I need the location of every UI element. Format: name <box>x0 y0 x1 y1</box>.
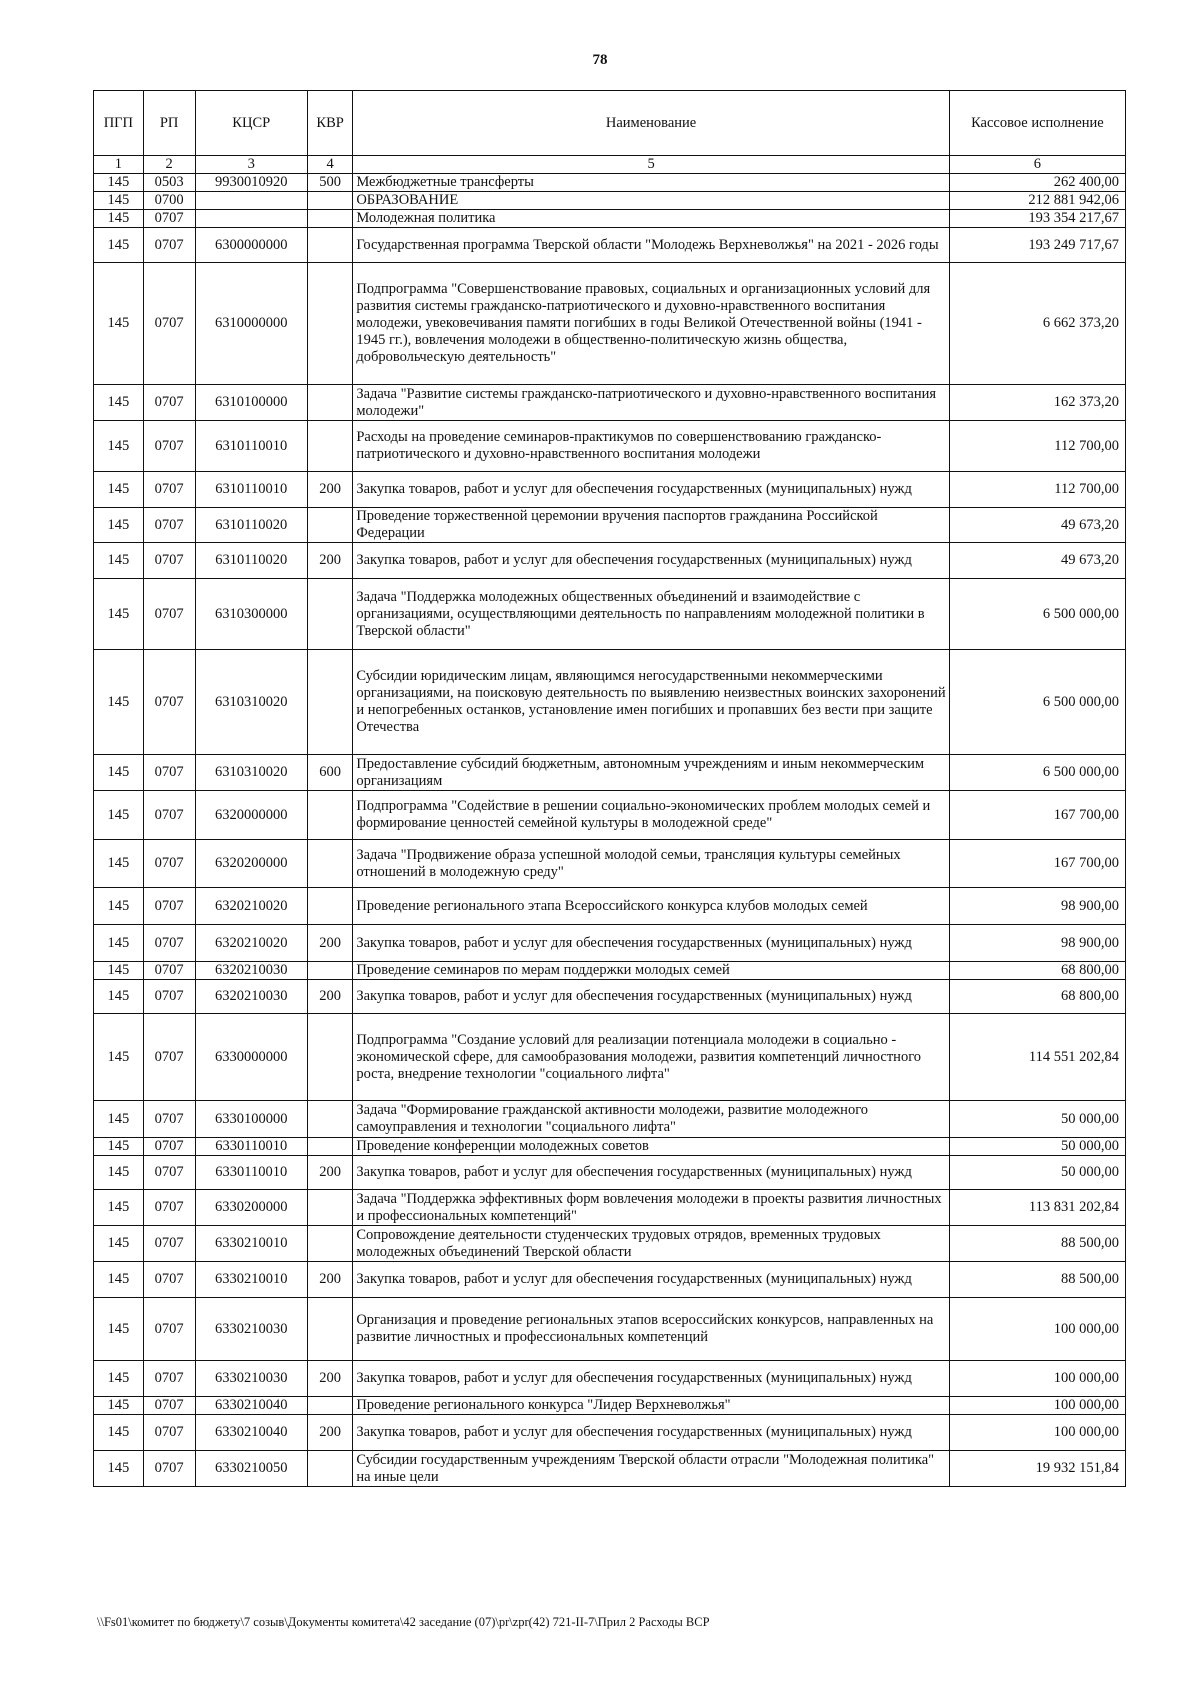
cell-kcsr: 6320000000 <box>195 791 307 840</box>
cell-amount: 112 700,00 <box>949 421 1125 472</box>
cell-amount: 6 500 000,00 <box>949 755 1125 791</box>
cell-kvr <box>307 650 352 755</box>
table-row <box>94 192 1126 210</box>
cell-gp: 145 <box>94 1190 144 1226</box>
cell-gp: 145 <box>94 1298 144 1361</box>
cell-gp: 145 <box>94 1262 144 1298</box>
table-row <box>94 925 1126 962</box>
column-number: 4 <box>307 156 352 174</box>
table-row <box>94 385 1126 421</box>
column-number: 3 <box>195 156 307 174</box>
header-gp: ПГП <box>94 91 144 156</box>
cell-amount: 50 000,00 <box>949 1101 1125 1138</box>
cell-name: Закупка товаров, работ и услуг для обеспечения государственных (муниципальных) нужд <box>353 1361 950 1397</box>
cell-rp: 0707 <box>143 1397 195 1415</box>
cell-kvr <box>307 962 352 980</box>
header-name: Наименование <box>353 91 950 156</box>
cell-rp: 0707 <box>143 925 195 962</box>
table-row <box>94 755 1126 791</box>
cell-amount: 262 400,00 <box>949 174 1125 192</box>
table-row <box>94 840 1126 888</box>
cell-gp: 145 <box>94 1415 144 1451</box>
cell-name: Задача "Поддержка эффективных форм вовлечения молодежи в проекты развития личностных и профессиональных компетенций" <box>353 1190 950 1226</box>
header-rp: РП <box>143 91 195 156</box>
cell-rp: 0707 <box>143 1415 195 1451</box>
cell-name: Субсидии государственным учреждениям Тверской области отрасли "Молодежная политика" на иные цели <box>353 1451 950 1487</box>
cell-name: Задача "Формирование гражданской активности молодежи, развитие молодежного самоуправления и технологии "социального лифта" <box>353 1101 950 1138</box>
cell-rp: 0707 <box>143 1361 195 1397</box>
cell-amount: 19 932 151,84 <box>949 1451 1125 1487</box>
cell-rp: 0700 <box>143 192 195 210</box>
cell-kvr <box>307 1298 352 1361</box>
cell-kcsr: 6310110010 <box>195 472 307 508</box>
cell-kcsr: 6330210050 <box>195 1451 307 1487</box>
cell-rp: 0707 <box>143 472 195 508</box>
cell-gp: 145 <box>94 1397 144 1415</box>
cell-amount: 6 500 000,00 <box>949 579 1125 650</box>
cell-amount: 88 500,00 <box>949 1262 1125 1298</box>
table-row <box>94 472 1126 508</box>
cell-name: Проведение семинаров по мерам поддержки молодых семей <box>353 962 950 980</box>
cell-amount: 167 700,00 <box>949 791 1125 840</box>
table-row <box>94 1397 1126 1415</box>
cell-rp: 0707 <box>143 980 195 1014</box>
cell-rp: 0707 <box>143 962 195 980</box>
cell-amount: 162 373,20 <box>949 385 1125 421</box>
cell-kvr <box>307 1014 352 1101</box>
cell-name: Закупка товаров, работ и услуг для обеспечения государственных (муниципальных) нужд <box>353 1415 950 1451</box>
cell-amount: 6 500 000,00 <box>949 650 1125 755</box>
cell-kvr <box>307 1226 352 1262</box>
column-number: 5 <box>353 156 950 174</box>
budget-table <box>93 90 1126 1487</box>
cell-rp: 0707 <box>143 755 195 791</box>
cell-kcsr: 6320210030 <box>195 962 307 980</box>
cell-rp: 0707 <box>143 791 195 840</box>
cell-amount: 112 700,00 <box>949 472 1125 508</box>
cell-gp: 145 <box>94 385 144 421</box>
cell-gp: 145 <box>94 980 144 1014</box>
cell-kvr: 200 <box>307 1262 352 1298</box>
table-row <box>94 421 1126 472</box>
cell-kvr <box>307 791 352 840</box>
cell-name: Сопровождение деятельности студенческих трудовых отрядов, временных трудовых молодежных объединений Тверской области <box>353 1226 950 1262</box>
cell-name: Закупка товаров, работ и услуг для обеспечения государственных (муниципальных) нужд <box>353 472 950 508</box>
cell-kvr <box>307 263 352 385</box>
cell-amount: 68 800,00 <box>949 962 1125 980</box>
cell-kcsr: 6310110020 <box>195 508 307 543</box>
page-number: 78 <box>592 52 608 68</box>
cell-kvr: 200 <box>307 925 352 962</box>
table-body <box>94 174 1126 1487</box>
table-row <box>94 1156 1126 1190</box>
cell-amount: 212 881 942,06 <box>949 192 1125 210</box>
cell-gp: 145 <box>94 421 144 472</box>
cell-kvr <box>307 1101 352 1138</box>
header-kcsr: КЦСР <box>195 91 307 156</box>
column-number: 6 <box>949 156 1125 174</box>
cell-kcsr: 6330210040 <box>195 1397 307 1415</box>
cell-kvr <box>307 840 352 888</box>
table-row <box>94 1014 1126 1101</box>
cell-amount: 50 000,00 <box>949 1138 1125 1156</box>
table-row <box>94 1190 1126 1226</box>
cell-name: Расходы на проведение семинаров-практикумов по совершенствованию гражданско-патриотического и духовно-нравственного воспитания молодежи <box>353 421 950 472</box>
cell-kcsr: 6320200000 <box>195 840 307 888</box>
cell-kcsr: 6320210020 <box>195 925 307 962</box>
cell-kcsr: 6330210030 <box>195 1361 307 1397</box>
cell-kvr: 200 <box>307 1361 352 1397</box>
cell-kcsr: 6310310020 <box>195 650 307 755</box>
cell-name: Государственная программа Тверской области "Молодежь Верхневолжья" на 2021 - 2026 годы <box>353 228 950 263</box>
table-row <box>94 1451 1126 1487</box>
cell-kvr <box>307 1451 352 1487</box>
cell-rp: 0707 <box>143 210 195 228</box>
cell-gp: 145 <box>94 1014 144 1101</box>
cell-amount: 50 000,00 <box>949 1156 1125 1190</box>
table-row <box>94 980 1126 1014</box>
cell-amount: 88 500,00 <box>949 1226 1125 1262</box>
cell-gp: 145 <box>94 962 144 980</box>
cell-name: Закупка товаров, работ и услуг для обеспечения государственных (муниципальных) нужд <box>353 1262 950 1298</box>
cell-kvr: 200 <box>307 1415 352 1451</box>
cell-kcsr <box>195 192 307 210</box>
cell-gp: 145 <box>94 579 144 650</box>
cell-rp: 0707 <box>143 579 195 650</box>
cell-rp: 0707 <box>143 385 195 421</box>
cell-kcsr: 6320210030 <box>195 980 307 1014</box>
cell-kcsr: 6330110010 <box>195 1156 307 1190</box>
cell-amount: 49 673,20 <box>949 543 1125 579</box>
cell-kvr <box>307 508 352 543</box>
table-row <box>94 650 1126 755</box>
cell-kvr <box>307 1138 352 1156</box>
cell-kcsr: 6300000000 <box>195 228 307 263</box>
cell-rp: 0707 <box>143 421 195 472</box>
cell-gp: 145 <box>94 263 144 385</box>
cell-kvr: 200 <box>307 472 352 508</box>
cell-name: Подпрограмма "Совершенствование правовых, социальных и организационных условий для развития системы гражданско-патриотического и духовно-нравственного воспитания молодежи, увековечивания памяти погибших в годы Великой Отечественной войны (1941 - 1945 гг.), вовлечения молодежи в общественно-политическую жизнь общества, добровольческую деятельность" <box>353 263 950 385</box>
cell-name: Подпрограмма "Содействие в решении социально-экономических проблем молодых семей и формирование ценностей семейной культуры в молодежной среде" <box>353 791 950 840</box>
cell-rp: 0707 <box>143 1298 195 1361</box>
table-row <box>94 508 1126 543</box>
cell-rp: 0707 <box>143 1156 195 1190</box>
cell-amount: 193 249 717,67 <box>949 228 1125 263</box>
cell-gp: 145 <box>94 755 144 791</box>
cell-kcsr: 6320210020 <box>195 888 307 925</box>
cell-gp: 145 <box>94 888 144 925</box>
cell-kcsr: 6330200000 <box>195 1190 307 1226</box>
column-number: 2 <box>143 156 195 174</box>
cell-name: ОБРАЗОВАНИЕ <box>353 192 950 210</box>
cell-amount: 113 831 202,84 <box>949 1190 1125 1226</box>
cell-kvr <box>307 888 352 925</box>
header-kvr: КВР <box>307 91 352 156</box>
cell-rp: 0707 <box>143 1014 195 1101</box>
cell-rp: 0707 <box>143 1101 195 1138</box>
cell-amount: 114 551 202,84 <box>949 1014 1125 1101</box>
cell-kvr: 200 <box>307 1156 352 1190</box>
cell-gp: 145 <box>94 791 144 840</box>
cell-kcsr: 6330000000 <box>195 1014 307 1101</box>
table-row <box>94 174 1126 192</box>
table-row <box>94 1138 1126 1156</box>
cell-kvr <box>307 228 352 263</box>
cell-kvr: 600 <box>307 755 352 791</box>
cell-amount: 98 900,00 <box>949 888 1125 925</box>
cell-name: Молодежная политика <box>353 210 950 228</box>
table-row <box>94 1361 1126 1397</box>
cell-kcsr: 6310000000 <box>195 263 307 385</box>
cell-kcsr: 6310110010 <box>195 421 307 472</box>
cell-kcsr: 6330210010 <box>195 1226 307 1262</box>
column-number: 1 <box>94 156 144 174</box>
cell-kvr: 500 <box>307 174 352 192</box>
cell-gp: 145 <box>94 472 144 508</box>
cell-amount: 49 673,20 <box>949 508 1125 543</box>
table-row <box>94 1298 1126 1361</box>
cell-name: Предоставление субсидий бюджетным, автономным учреждениям и иным некоммерческим организациям <box>353 755 950 791</box>
cell-kcsr: 6310300000 <box>195 579 307 650</box>
cell-kcsr: 6330110010 <box>195 1138 307 1156</box>
cell-amount: 68 800,00 <box>949 980 1125 1014</box>
cell-name: Организация и проведение региональных этапов всероссийских конкурсов, направленных на развитие личностных и профессиональных компетенций <box>353 1298 950 1361</box>
cell-gp: 145 <box>94 1361 144 1397</box>
cell-kcsr: 6310110020 <box>195 543 307 579</box>
cell-kcsr: 6330210040 <box>195 1415 307 1451</box>
cell-gp: 145 <box>94 650 144 755</box>
cell-rp: 0707 <box>143 228 195 263</box>
cell-kvr <box>307 1397 352 1415</box>
cell-gp: 145 <box>94 1451 144 1487</box>
cell-kcsr: 6330210010 <box>195 1262 307 1298</box>
cell-amount: 167 700,00 <box>949 840 1125 888</box>
table-row <box>94 543 1126 579</box>
column-number-row <box>94 156 1126 174</box>
cell-gp: 145 <box>94 210 144 228</box>
cell-rp: 0707 <box>143 1226 195 1262</box>
cell-gp: 145 <box>94 1156 144 1190</box>
cell-kcsr: 6310100000 <box>195 385 307 421</box>
cell-gp: 145 <box>94 174 144 192</box>
cell-kvr <box>307 421 352 472</box>
footer-file-path: \\Fs01\комитет по бюджету\7 созыв\Документы комитета\42 заседание (07)\pr\zpr(42) 721-II-7\Прил 2 Расходы ВСР <box>97 1615 710 1629</box>
cell-gp: 145 <box>94 840 144 888</box>
cell-kcsr <box>195 210 307 228</box>
cell-rp: 0707 <box>143 1190 195 1226</box>
cell-rp: 0707 <box>143 840 195 888</box>
cell-name: Закупка товаров, работ и услуг для обеспечения государственных (муниципальных) нужд <box>353 925 950 962</box>
cell-gp: 145 <box>94 1226 144 1262</box>
cell-kcsr: 6330100000 <box>195 1101 307 1138</box>
cell-kvr: 200 <box>307 980 352 1014</box>
cell-gp: 145 <box>94 508 144 543</box>
table-row <box>94 579 1126 650</box>
cell-name: Задача "Поддержка молодежных общественных объединений и взаимодействие с организациями, осуществляющими деятельность по направлениям молодежной политики в Тверской области" <box>353 579 950 650</box>
cell-kvr <box>307 210 352 228</box>
cell-gp: 145 <box>94 1138 144 1156</box>
cell-rp: 0707 <box>143 1138 195 1156</box>
cell-rp: 0707 <box>143 1451 195 1487</box>
cell-gp: 145 <box>94 925 144 962</box>
table-row <box>94 263 1126 385</box>
cell-gp: 145 <box>94 192 144 210</box>
cell-amount: 193 354 217,67 <box>949 210 1125 228</box>
header-amount: Кассовое исполнение <box>949 91 1125 156</box>
table-row <box>94 791 1126 840</box>
table-row <box>94 1101 1126 1138</box>
cell-amount: 100 000,00 <box>949 1298 1125 1361</box>
table-row <box>94 1226 1126 1262</box>
cell-rp: 0707 <box>143 650 195 755</box>
cell-rp: 0707 <box>143 888 195 925</box>
cell-kcsr: 9930010920 <box>195 174 307 192</box>
cell-name: Проведение регионального конкурса "Лидер Верхневолжья" <box>353 1397 950 1415</box>
cell-name: Межбюджетные трансферты <box>353 174 950 192</box>
cell-name: Подпрограмма "Создание условий для реализации потенциала молодежи в социально - экономической сфере, для самообразования молодежи, развития компетенций личностного роста, внедрение технологии "социального лифта" <box>353 1014 950 1101</box>
cell-name: Проведение торжественной церемонии вручения паспортов гражданина Российской Федерации <box>353 508 950 543</box>
cell-kcsr: 6310310020 <box>195 755 307 791</box>
cell-gp: 145 <box>94 228 144 263</box>
cell-amount: 6 662 373,20 <box>949 263 1125 385</box>
cell-name: Закупка товаров, работ и услуг для обеспечения государственных (муниципальных) нужд <box>353 543 950 579</box>
cell-name: Закупка товаров, работ и услуг для обеспечения государственных (муниципальных) нужд <box>353 980 950 1014</box>
cell-name: Проведение регионального этапа Всероссийского конкурса клубов молодых семей <box>353 888 950 925</box>
cell-rp: 0503 <box>143 174 195 192</box>
cell-kvr <box>307 192 352 210</box>
table-row <box>94 228 1126 263</box>
cell-name: Проведение конференции молодежных советов <box>353 1138 950 1156</box>
header-row <box>94 91 1126 156</box>
table-row <box>94 210 1126 228</box>
cell-rp: 0707 <box>143 1262 195 1298</box>
cell-kvr: 200 <box>307 543 352 579</box>
table-row <box>94 1262 1126 1298</box>
cell-name: Задача "Развитие системы гражданско-патриотического и духовно-нравственного воспитания молодежи" <box>353 385 950 421</box>
cell-amount: 98 900,00 <box>949 925 1125 962</box>
cell-name: Закупка товаров, работ и услуг для обеспечения государственных (муниципальных) нужд <box>353 1156 950 1190</box>
cell-name: Субсидии юридическим лицам, являющимся негосударственными некоммерческими организациями, на поисковую деятельность по выявлению неизвестных воинских захоронений и непогребенных останков, установление имен погибших и пропавших без вести при защите Отечества <box>353 650 950 755</box>
cell-kvr <box>307 385 352 421</box>
table-row <box>94 1415 1126 1451</box>
cell-amount: 100 000,00 <box>949 1361 1125 1397</box>
table-row <box>94 888 1126 925</box>
cell-kvr <box>307 579 352 650</box>
cell-name: Задача "Продвижение образа успешной молодой семьи, трансляция культуры семейных отношений в молодежную среду" <box>353 840 950 888</box>
table-row <box>94 962 1126 980</box>
cell-kcsr: 6330210030 <box>195 1298 307 1361</box>
cell-rp: 0707 <box>143 263 195 385</box>
cell-amount: 100 000,00 <box>949 1397 1125 1415</box>
cell-gp: 145 <box>94 1101 144 1138</box>
cell-kvr <box>307 1190 352 1226</box>
cell-gp: 145 <box>94 543 144 579</box>
cell-rp: 0707 <box>143 543 195 579</box>
cell-amount: 100 000,00 <box>949 1415 1125 1451</box>
cell-rp: 0707 <box>143 508 195 543</box>
